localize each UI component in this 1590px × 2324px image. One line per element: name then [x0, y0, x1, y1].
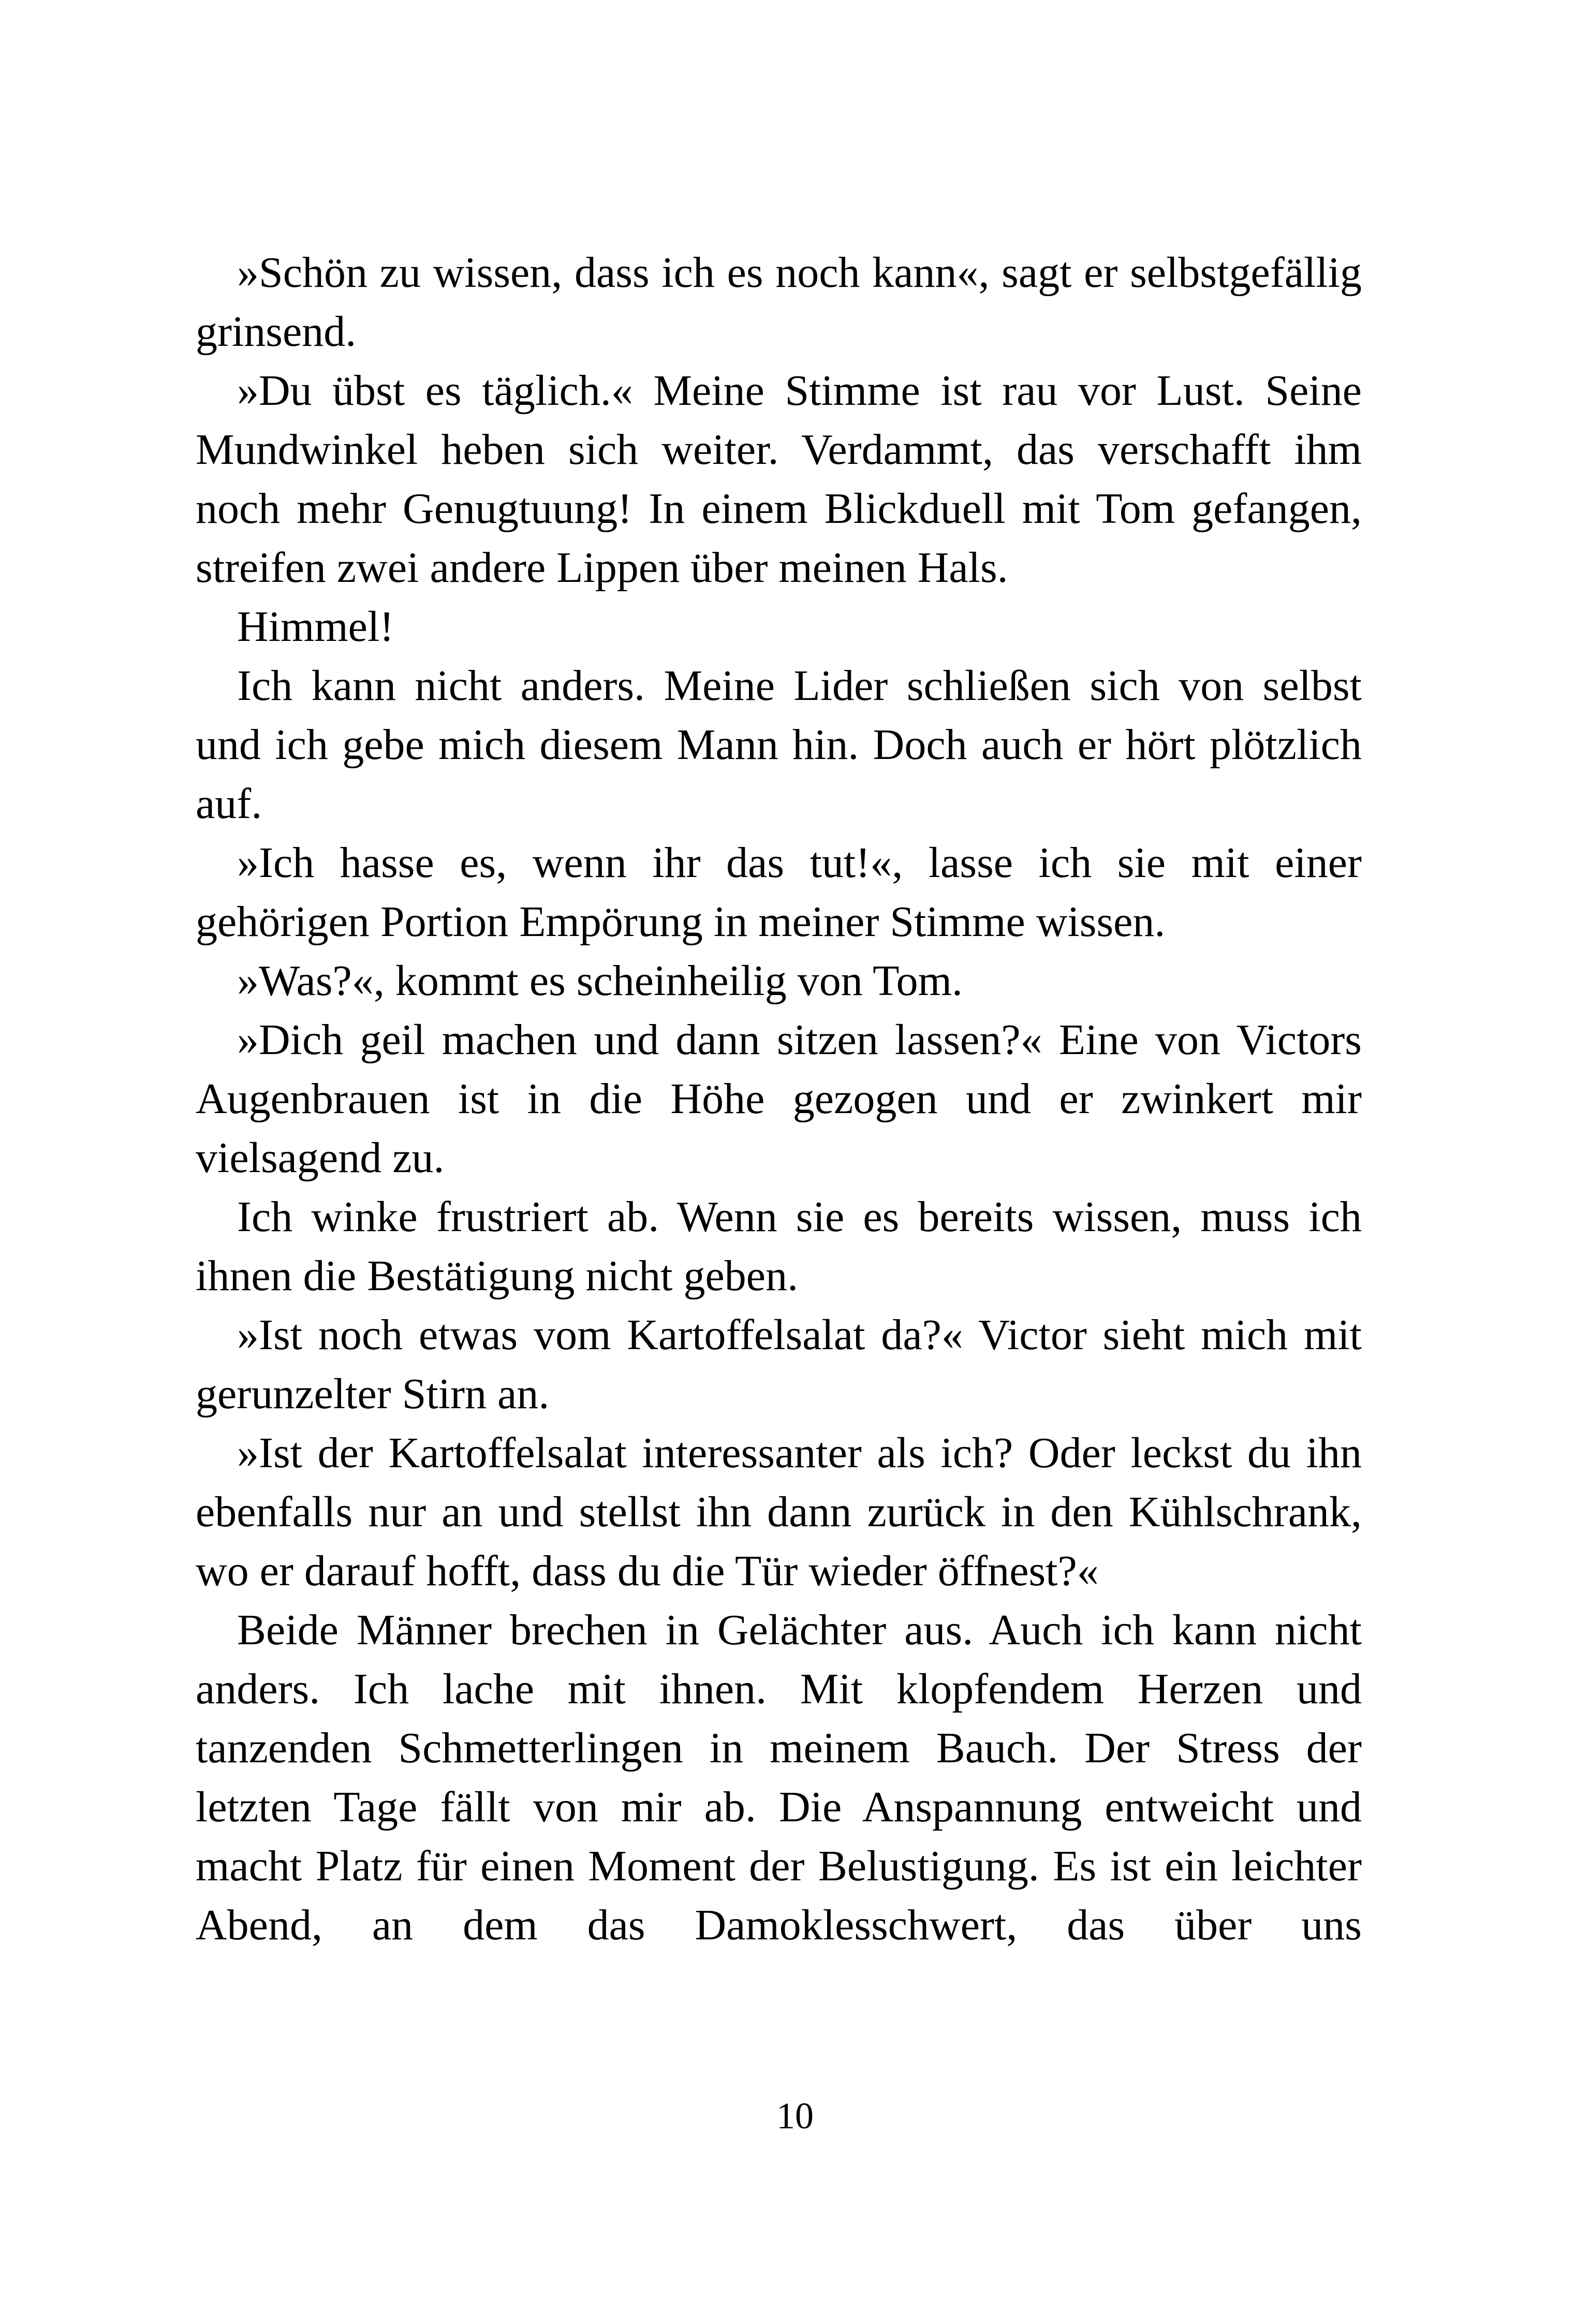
paragraph: Ich winke frustriert ab. Wenn sie es bereits wissen, muss ich ihnen die Bestätigung nicht geben. — [196, 1193, 1362, 1300]
paragraph: »Ist der Kartoffelsalat interessanter als ich? Oder leckst du ihn ebenfalls nur an und stellst ihn dann zurück in den Kühlschrank, wo er darauf hofft, dass du die Tür wieder öffnest?« — [196, 1429, 1362, 1595]
paragraph: »Was?«, kommt es scheinheilig von Tom. — [237, 957, 963, 1005]
paragraph: »Dich geil machen und dann sitzen lassen?« Eine von Victors Augenbrauen ist in die Höhe gezogen und er zwinkert mir vielsagend zu. — [196, 1016, 1362, 1182]
paragraph: »Schön zu wissen, dass ich es noch kann«, sagt er selbstgefällig grinsend. — [196, 249, 1362, 356]
page-number: 10 — [776, 2095, 814, 2137]
paragraph: »Du übst es täglich.« Meine Stimme ist rau vor Lust. Seine Mundwinkel heben sich weiter. Verdammt, das verschafft ihm noch mehr Genugtuung! In einem Blickduell mit Tom gefangen, streifen zwei andere Lippen über meinen Hals. — [196, 367, 1362, 592]
paragraph: Ich kann nicht anders. Meine Lider schließen sich von selbst und ich gebe mich diesem Mann hin. Doch auch er hört plötzlich auf. — [196, 662, 1362, 828]
paragraph: »Ich hasse es, wenn ihr das tut!«, lasse ich sie mit einer gehörigen Portion Empörung in meiner Stimme wissen. — [196, 839, 1362, 946]
paragraph: »Ist noch etwas vom Kartoffelsalat da?« Victor sieht mich mit gerunzelter Stirn an. — [196, 1311, 1362, 1418]
body-text — [196, 243, 1362, 1955]
paragraph: Beide Männer brechen in Gelächter aus. Auch ich kann nicht anders. Ich lache mit ihnen. Mit klopfendem Herzen und tanzenden Schmetterlingen in meinem Bauch. Der Stress der letzten Tage fällt von mir ab. Die Anspannung entweicht und macht Platz für einen Moment der Belustigung. Es ist ein leichter Abend, an dem das Damoklesschwert, das über uns — [196, 1606, 1362, 1949]
paragraph: Himmel! — [237, 603, 394, 651]
